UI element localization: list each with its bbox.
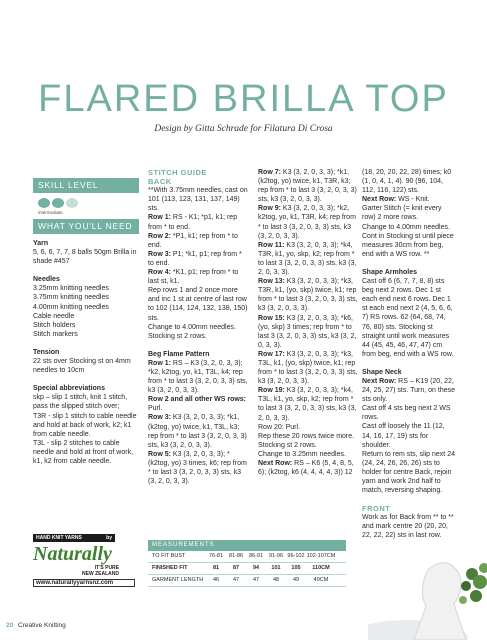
page-number: 20: [6, 622, 14, 629]
naturally-logo: Naturally: [33, 543, 112, 565]
ad-slogan-1: IT'S PURE: [94, 565, 119, 571]
materials-heading: WHAT YOU'LL NEED: [33, 219, 139, 234]
row-instruction: Row 1: RS – K3 (3, 2, 0, 3, 3); *k2, k2tog, yo, k1, T3L, k4; rep from * to last 3 (3, 2, 0, 3, 3) sts, k3 (3, 2, 0, 3, 3).: [148, 359, 248, 395]
pattern-column-3: [362, 168, 456, 541]
paragraph: Row 20: Purl.: [258, 423, 301, 431]
paragraph: Rep these 20 rows twice more.: [258, 432, 355, 440]
tension-heading: Tension: [33, 348, 60, 356]
row-instruction: Next Row: RS – K19 (20, 22, 24, 25, 27) sts. Turn, on these sts only.: [362, 377, 455, 404]
sidebar: [33, 178, 139, 475]
ad-tag-text: HAND KNIT YARNS: [36, 535, 82, 541]
row-instruction: Row 7: K3 (3, 2, 0, 3, 3); *k1, (k2tog, yo) twice, k1, T3R, k3; rep from * to last 3 (3, 2, 0, 3, 3) sts, k3 (3, 2, 0, 3, 3).: [258, 169, 357, 204]
ad-slogan-2: NEW ZEALAND: [82, 571, 119, 577]
needles-item: 3.25mm knitting needles: [33, 285, 109, 293]
yarn-ball-icon: [66, 198, 78, 208]
neck-heading: Shape Neck: [362, 368, 402, 376]
designer-byline: Design by Gitta Schrade for Filatura Di Crosa: [154, 124, 333, 134]
armholes-heading: Shape Armholes: [362, 268, 417, 276]
needles-item: 3.75mm knitting needles: [33, 294, 109, 302]
paragraph: Garter Stitch (= knit every row) 2 more rows.: [362, 205, 442, 222]
page-footer: [6, 622, 66, 629]
paragraph: Change to 4.00mm needles. Stocking st 2 rows.: [148, 323, 236, 340]
yarn-ball-icon: [52, 198, 64, 208]
magazine-name: Creative Knitting: [18, 622, 66, 629]
measurements-table: [148, 540, 346, 587]
tension-text: 22 sts over Stocking st on 4mm needles to 10cm: [33, 358, 131, 375]
paragraph: (18, 20, 20, 22, 28) times; k0 (1, 0, 4, 1, 4). 90 (96, 104, 112, 116, 122) sts.: [362, 169, 452, 195]
row-instruction: Row 13: K3 (3, 2, 0, 3, 3); *k3, T3R, k1, (yo, skp) twice, k1; rep from * to last 3 (3, 2, 0, 3, 3) sts, k3 (3, 2, 0, 3, 3).: [258, 278, 358, 313]
needles-item: Stitch holders: [33, 321, 76, 329]
paragraph: Cast off loosely the 11 (12, 14, 16, 17, 19) sts for shoulder.: [362, 423, 445, 449]
yarn-text: 5, 6, 6, 7, 7, 8 balls 50gm Brilla in shade #457: [33, 249, 137, 266]
yarn-heading: Yarn: [33, 240, 49, 247]
row-instruction: Next Row: WS - Knit.: [362, 196, 430, 204]
row-instruction: Next Row: RS – K6 (5, 4, 8, 5, 6); (k2tog, k6 (4, 4, 4, 4, 3)) 12: [258, 460, 354, 477]
front-heading: FRONT: [362, 504, 391, 514]
needles-item: Stitch markers: [33, 330, 78, 338]
ad-tag-by: by: [106, 535, 112, 541]
row-instruction: Row 19: K3 (3, 2, 0, 3, 3); *k4, T3L, k1, yo, skp, k2; rep from * to last 3 (3, 2, 0, 3, 3) sts, k3 (3, 2, 0, 3, 3).: [258, 387, 357, 422]
row-instruction: Row 17: K3 (3, 2, 0, 3, 3); *k3, T3L, k1, (yo, skp) twice, k1; rep from * to last 3 (3, 2, 0, 3, 3) sts, k3 (3, 2, 0, 3, 3).: [258, 350, 358, 386]
row-instruction: Row 2: *P1, k1; rep from * to end.: [148, 232, 238, 249]
garment-photo: [368, 560, 487, 640]
pattern-column-1: [148, 168, 248, 486]
paragraph: Change to 4.00mm needles. Cont in Stocking st until piece measures 30cm from beg, end with a WS row. **: [362, 223, 454, 258]
row-instruction: Row 9: K3 (3, 2, 0, 3, 3); *k2, k2tog, yo, k1, T3R, k4; rep from * to last 3 (3, 2, 0, 3, 3) sts, k3 (3, 2, 0, 3, 3).: [258, 205, 356, 240]
yarn-ball-icon: [38, 198, 50, 208]
page-title: FLARED BRILLA TOP: [38, 78, 449, 120]
row-instruction: Row 2 and all other WS rows: Purl.: [148, 396, 247, 413]
row-instruction: Row 4: *K1, p1; rep from * to last st, k1.: [148, 269, 239, 286]
skill-level-indicator: [38, 198, 139, 208]
back-heading: BACK: [148, 177, 172, 187]
needles-item: 4.00mm knitting needles: [33, 303, 109, 311]
materials-list: [33, 239, 139, 466]
abbreviation-item: T3L - slip 2 stitches to cable needle and hold at front of work, k1, k2 from cable needle.: [33, 439, 134, 465]
ad-tagline: [33, 534, 115, 542]
pattern-column-2: [258, 168, 358, 477]
abbreviations-heading: Special abbreviations: [33, 385, 105, 393]
paragraph: Work as for Back from ** to ** and mark centre 20 (20, 20, 22, 22, 22) sts in last row.: [362, 514, 454, 540]
row-instruction: Row 3: K3 (3, 2, 0, 3, 3); *k1, (k2tog, yo) twice, k1, T3L, k3; rep from * to last 3 (3, 2, 0, 3, 3) sts, k3 (3, 2, 0, 3, 3).: [148, 414, 247, 449]
table-row: FINISHED FIT 81 87 94 101 105 110CM: [148, 563, 346, 575]
paragraph: **With 3.75mm needles, cast on 101 (113, 123, 131, 137, 149) sts.: [148, 187, 248, 213]
flame-pattern-heading: Beg Flame Pattern: [148, 350, 210, 358]
paragraph: Rep rows 1 and 2 once more and inc 1 st at centre of last row to 102 (114, 124, 132, 138, 150) sts.: [148, 287, 248, 322]
row-instruction: Row 5: K3 (3, 2, 0, 3, 3); *(k2tog, yo) 3 times, k6; rep from * to last 3 (3, 2, 0, 3, 3) sts, k3 (3, 2, 0, 3, 3).: [148, 450, 247, 486]
abbreviation-item: skp – slip 1 stitch, knit 1 stitch, pass the slipped stitch over;: [33, 394, 128, 411]
needles-item: Cable needle: [33, 312, 75, 320]
skill-level-label: intermediate: [38, 210, 63, 215]
yarn-advertisement: [33, 534, 137, 604]
stitch-guide-heading: STITCH GUIDE: [148, 168, 207, 177]
measurements-heading: MEASUREMENTS: [148, 540, 346, 551]
paragraph: Cast off 4 sts beg next 2 WS rows.: [362, 405, 451, 422]
row-instruction: Row 3: P1; *k1, p1; rep from * to end.: [148, 250, 242, 267]
ad-url-link[interactable]: www.naturallyyarnsnz.com: [33, 579, 135, 587]
row-instruction: Row 15: K3 (3, 2, 0, 3, 3); *k6, (yo, skp) 3 times; rep from * to last 3 (3, 2, 0, 3, 3) sts, k3 (3, 2, 0, 3, 3).: [258, 314, 357, 349]
row-instruction: Row 1: RS - K1; *p1, k1; rep from * to end.: [148, 214, 238, 231]
abbreviation-item: T3R - slip 1 stitch to cable needle and hold at back of work, k2; k1 from cable needle.: [33, 412, 137, 438]
row-instruction: Row 11: K3 (3, 2, 0, 3, 3); *k4, T3R, k1, yo, skp, k2; rep from * to last 3 (3, 2, 0, 3, 3) sts, k3 (3, 2, 0, 3, 3).: [258, 241, 357, 277]
paragraph: Return to rem sts, slip next 24 (24, 24, 26, 26, 26) sts to holder for centre Back, rejoin yarn and work 2nd half to match, reversing shaping.: [362, 450, 455, 495]
table-row: TO FIT BUST 76-81 81-86 86-91 91-96 96-102 102-107CM: [148, 551, 346, 563]
table-row: GARMENT LENGTH 46 47 47 48 49 49CM: [148, 575, 346, 587]
skill-level-heading: SKILL LEVEL: [33, 178, 139, 193]
paragraph: Stocking st 2 rows.: [258, 441, 317, 449]
paragraph: Cast off 6 (6, 7, 7, 8, 8) sts beg next 2 rows. Dec 1 st each end next 6 rows. Dec 1 st each end next 2 (4, 5, 6, 6, 7) RS rows. 62 (64, 68, 74, 76, 80) sts. Stocking st straight until work measures 44 (45, 45, 46, 47, 47) cm from beg, end with a WS row.: [362, 278, 454, 358]
paragraph: Change to 3.25mm needles.: [258, 450, 346, 458]
needles-heading: Needles: [33, 276, 60, 284]
